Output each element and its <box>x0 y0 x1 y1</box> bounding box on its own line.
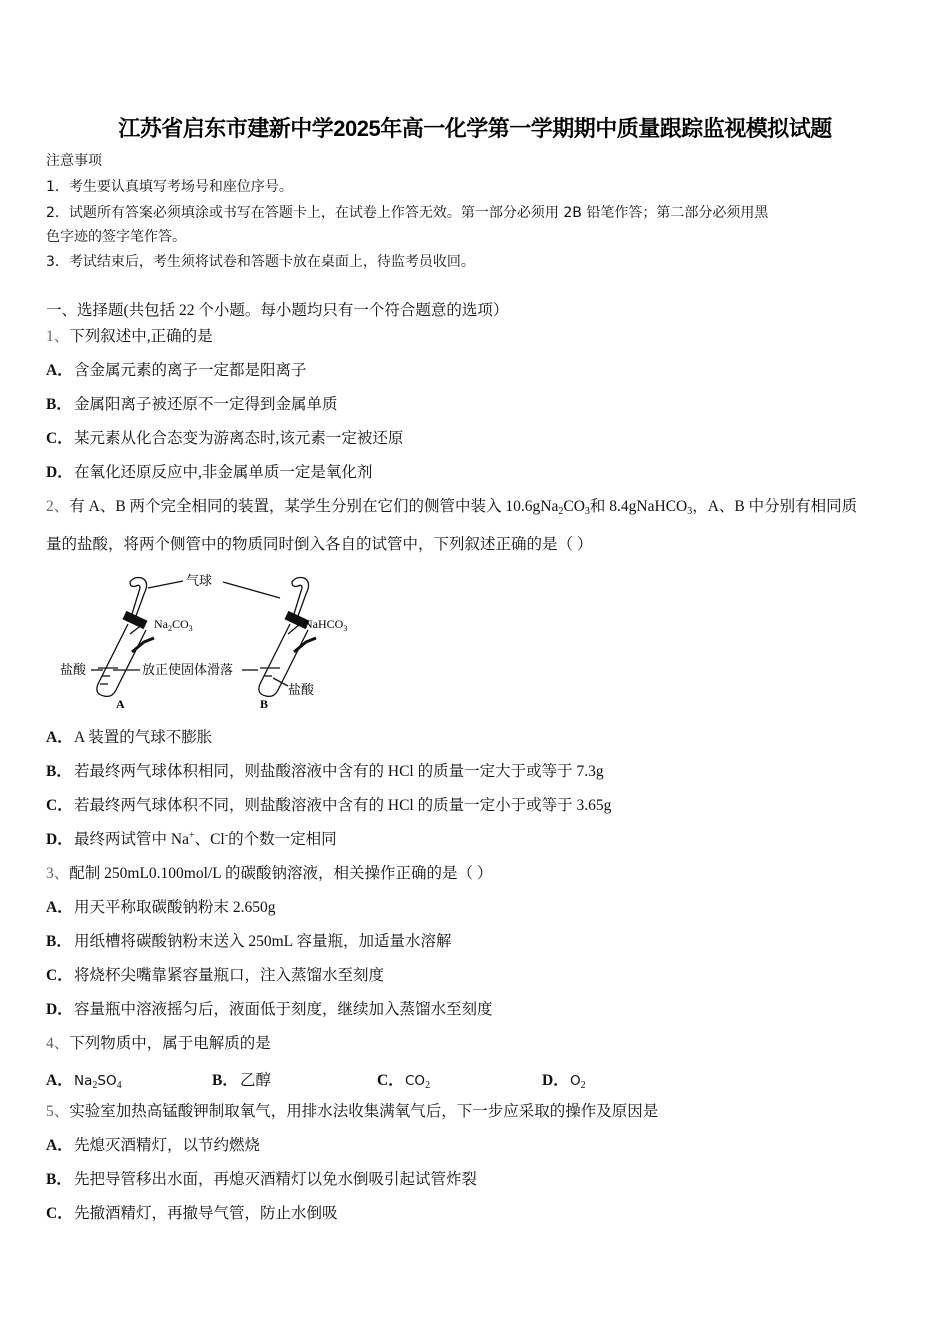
note-item-1: 1．考生要认真填写考场号和座位序号。 <box>46 179 293 195</box>
question-5-stem: 5、实验室加热高锰酸钾制取氧气，用排水法收集满氧气后，下一步应采取的操作及原因是 <box>46 1103 659 1120</box>
acid-label-right: 盐酸 <box>288 683 315 698</box>
question-text: 下列叙述中,正确的是 <box>69 328 213 345</box>
q3-option-b: B． 用纸槽将碳酸钠粉末送入 250mL 容量瓶，加适量水溶解 <box>46 933 452 950</box>
question-2-stem-cont: 量的盐酸，将两个侧管中的物质同时倒入各自的试管中，下列叙述正确的是（ ） <box>46 536 593 553</box>
question-2-stem: 2、有 A、B 两个完全相同的装置，某学生分别在它们的侧管中装入 $10.6gNa_2CO_3$和 8.4gNaHCO$_3$，A、B 中分别有相同质 <box>46 498 858 517</box>
acid-label-left: 盐酸 <box>60 663 87 678</box>
label-a: A <box>116 697 125 711</box>
question-1-stem <box>46 327 213 347</box>
note-item-3: 3．考试结束后，考生须将试卷和答题卡放在桌面上，待监考员收回。 <box>46 254 475 270</box>
q1-option-b: B． 金属阳离子被还原不一定得到金属单质 <box>46 396 338 413</box>
q1-option-d: D．在氧化还原反应中,非金属单质一定是氧化剂 <box>46 464 373 481</box>
instruction-label: 放正使固体滑落 <box>142 663 234 678</box>
q4-options-row <box>46 1068 746 1090</box>
label-b: B <box>260 697 269 711</box>
q1-option-c: C．某元素从化合态变为游离态时,该元素一定被还原 <box>46 430 404 447</box>
q2-option-b: B． 若最终两气球体积相同，则盐酸溶液中含有的 HCl 的质量一定大于或等于 7.3g <box>46 763 604 780</box>
q2-option-d: D．最终两试管中 Na+、Cl-的个数一定相同 <box>46 830 337 848</box>
notes-heading: 注意事项 <box>46 153 102 169</box>
q5-option-b: B． 先把导管移出水面，再熄灭酒精灯以免水倒吸引起试管炸裂 <box>46 1171 478 1188</box>
q5-option-a: A．先熄灭酒精灯，以节约燃烧 <box>46 1137 261 1154</box>
q4-option-c: C．$CO_2$ <box>377 1072 431 1091</box>
q5-option-c: C．先撤酒精灯，再撤导气管，防止水倒吸 <box>46 1205 338 1222</box>
q2-option-a: A．A 装置的气球不膨胀 <box>46 729 213 746</box>
q4-option-b: B． 乙醇 <box>212 1072 272 1089</box>
section-heading: 一、选择题(共包括 22 个小题。每小题均只有一个符合题意的选项） <box>46 302 509 319</box>
question-4-stem: 4、下列物质中，属于电解质的是 <box>46 1035 271 1052</box>
q3-option-c: C．将烧杯尖嘴靠紧容量瓶口，注入蒸馏水至刻度 <box>46 967 385 984</box>
note-item-2: 2．试题所有答案必须填涂或书写在答题卡上，在试卷上作答无效。第一部分必须用 2B 铅笔作答；第二部分必须用黑 <box>46 205 769 221</box>
test-tube-diagram <box>58 572 368 714</box>
svg-text:Na2CO3: $Na_2CO_3$ <box>154 617 193 633</box>
q2-option-c: C．若最终两气球体积不同，则盐酸溶液中含有的 HCl 的质量一定小于或等于 3.65g <box>46 797 612 814</box>
apparatus-diagram <box>58 572 368 714</box>
q1-option-a: A．含金属元素的离子一定都是阳离子 <box>46 362 307 379</box>
svg-text:NaHCO3: NaHCO$_3$ <box>304 617 348 633</box>
question-3-stem: 3、配制 250mL0.100mol/L 的碳酸钠溶液，相关操作正确的是（ ） <box>46 865 493 882</box>
page-title: 江苏省启东市建新中学2025年高一化学第一学期期中质量跟踪监视模拟试题 <box>118 116 832 141</box>
q4-option-a: A．$Na_2SO_4$ <box>46 1072 122 1091</box>
q3-option-a: A．用天平称取碳酸钠粉末 2.650g <box>46 899 276 916</box>
question-number: 1、 <box>46 328 70 345</box>
q4-option-d: D．$O_2$ <box>542 1072 586 1091</box>
q3-option-d: D．容量瓶中溶液摇匀后，液面低于刻度，继续加入蒸馏水至刻度 <box>46 1001 493 1018</box>
balloon-label: 气球 <box>186 574 213 589</box>
note-item-2-cont: 色字迹的签字笔作答。 <box>46 229 186 245</box>
